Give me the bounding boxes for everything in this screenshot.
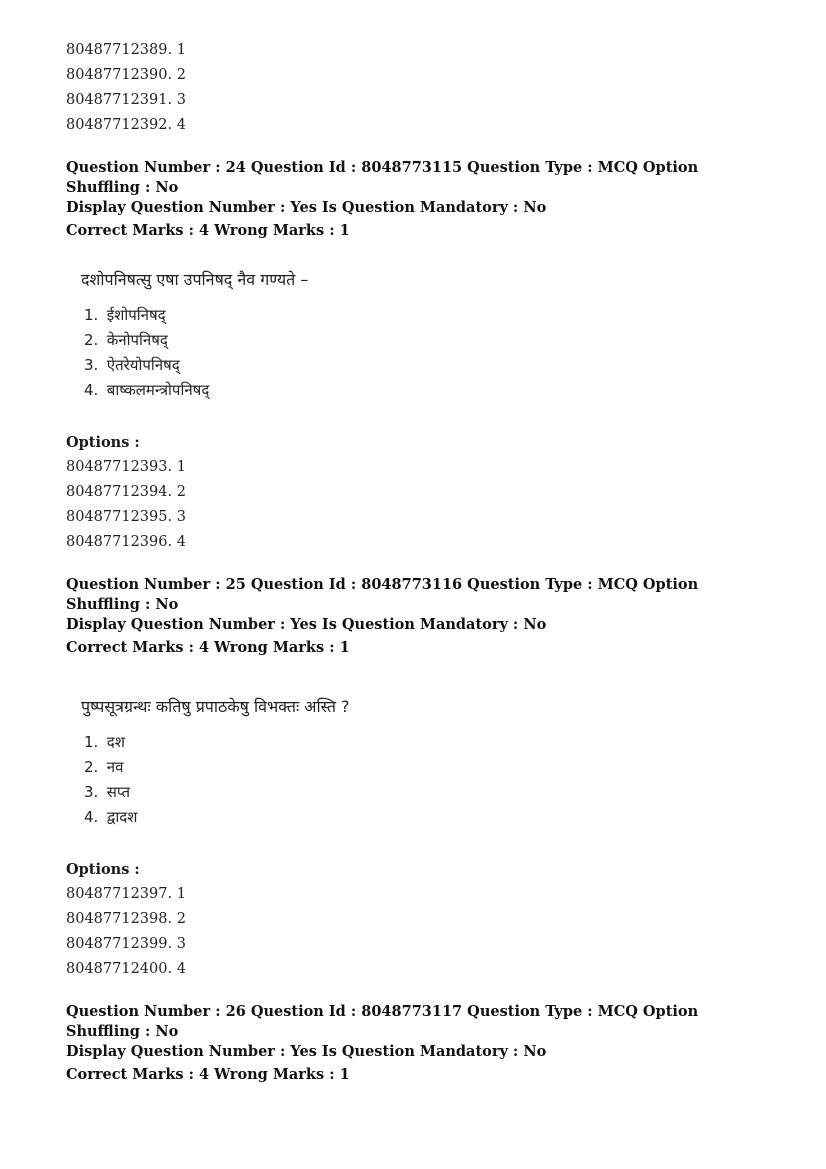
question-text: पुष्पसूत्रग्रन्थः कतिषु प्रपाठकेषु विभक्तः अस्ति ? [81, 697, 350, 716]
option-id: 80487712390. [66, 67, 173, 83]
option-value: 4 [176, 961, 186, 977]
choice-text: ईशोपनिषद् [106, 306, 166, 324]
option-value: 3 [176, 509, 186, 525]
option-id: 80487712394. [66, 484, 173, 500]
option-line [66, 957, 766, 982]
question-text: दशोपनिषत्सु एषा उपनिषद् नैव गण्यते – [81, 270, 309, 289]
option-value: 2 [176, 484, 186, 500]
choice-number: 4. [84, 381, 99, 399]
question-marks: Correct Marks : 4 Wrong Marks : 1 [66, 1066, 350, 1083]
option-line [66, 38, 766, 63]
option-id: 80487712400. [66, 961, 173, 977]
option-id: 80487712395. [66, 509, 173, 525]
option-value: 4 [176, 117, 186, 133]
option-value: 3 [176, 92, 186, 108]
option-value: 2 [176, 67, 186, 83]
choice-number: 1. [84, 733, 99, 751]
option-id: 80487712393. [66, 459, 173, 475]
option-value: 4 [176, 534, 186, 550]
choice-text: बाष्कलमन्त्रोपनिषद् [106, 381, 210, 399]
choice-text: नव [106, 758, 124, 776]
option-line [66, 882, 766, 907]
question-meta-line: Display Question Number : Yes Is Question Mandatory : No [66, 616, 547, 633]
option-value: 1 [176, 886, 186, 902]
option-id: 80487712396. [66, 534, 173, 550]
prev-options-list [66, 38, 766, 138]
question-meta-line: Display Question Number : Yes Is Question Mandatory : No [66, 199, 547, 216]
option-line [66, 505, 766, 530]
options-list [66, 455, 766, 555]
option-value: 2 [176, 911, 186, 927]
question-header-line: Question Number : 25 Question Id : 8048773116 Question Type : MCQ Option Shuffling : No [66, 576, 699, 613]
choice-item [84, 378, 766, 403]
choice-number: 3. [84, 783, 99, 801]
options-list [66, 882, 766, 982]
option-value: 3 [176, 936, 186, 952]
choice-text: ऐतरेयोपनिषद् [106, 356, 180, 374]
question-block-26 [66, 1002, 766, 1085]
choice-item [84, 730, 766, 755]
choice-text: सप्त [106, 783, 131, 801]
question-block-25 [66, 575, 766, 982]
choice-item [84, 328, 766, 353]
question-block-24 [66, 158, 766, 555]
choice-number: 1. [84, 306, 99, 324]
question-header-line: Question Number : 24 Question Id : 8048773115 Question Type : MCQ Option Shuffling : No [66, 159, 699, 196]
document-page [66, 38, 766, 1085]
choice-text: दश [106, 733, 125, 751]
choice-text: केनोपनिषद् [106, 331, 168, 349]
choice-text: द्वादश [106, 808, 138, 826]
choice-list [84, 303, 766, 403]
question-header-line: Question Number : 26 Question Id : 8048773117 Question Type : MCQ Option Shuffling : No [66, 1003, 699, 1040]
option-id: 80487712398. [66, 911, 173, 927]
option-line [66, 932, 766, 957]
option-line [66, 530, 766, 555]
choice-item [84, 303, 766, 328]
options-label: Options : [66, 434, 140, 451]
option-line [66, 455, 766, 480]
question-marks: Correct Marks : 4 Wrong Marks : 1 [66, 222, 350, 239]
question-meta-line: Display Question Number : Yes Is Question Mandatory : No [66, 1043, 547, 1060]
option-id: 80487712392. [66, 117, 173, 133]
option-value: 1 [176, 42, 186, 58]
choice-number: 2. [84, 331, 99, 349]
option-id: 80487712399. [66, 936, 173, 952]
option-line [66, 480, 766, 505]
option-line [66, 63, 766, 88]
option-line [66, 907, 766, 932]
choice-list [84, 730, 766, 830]
option-line [66, 113, 766, 138]
options-label: Options : [66, 861, 140, 878]
choice-number: 4. [84, 808, 99, 826]
choice-item [84, 755, 766, 780]
choice-number: 2. [84, 758, 99, 776]
choice-number: 3. [84, 356, 99, 374]
choice-item [84, 780, 766, 805]
question-marks: Correct Marks : 4 Wrong Marks : 1 [66, 639, 350, 656]
choice-item [84, 353, 766, 378]
choice-item [84, 805, 766, 830]
option-id: 80487712391. [66, 92, 173, 108]
option-id: 80487712389. [66, 42, 173, 58]
option-id: 80487712397. [66, 886, 173, 902]
option-value: 1 [176, 459, 186, 475]
option-line [66, 88, 766, 113]
